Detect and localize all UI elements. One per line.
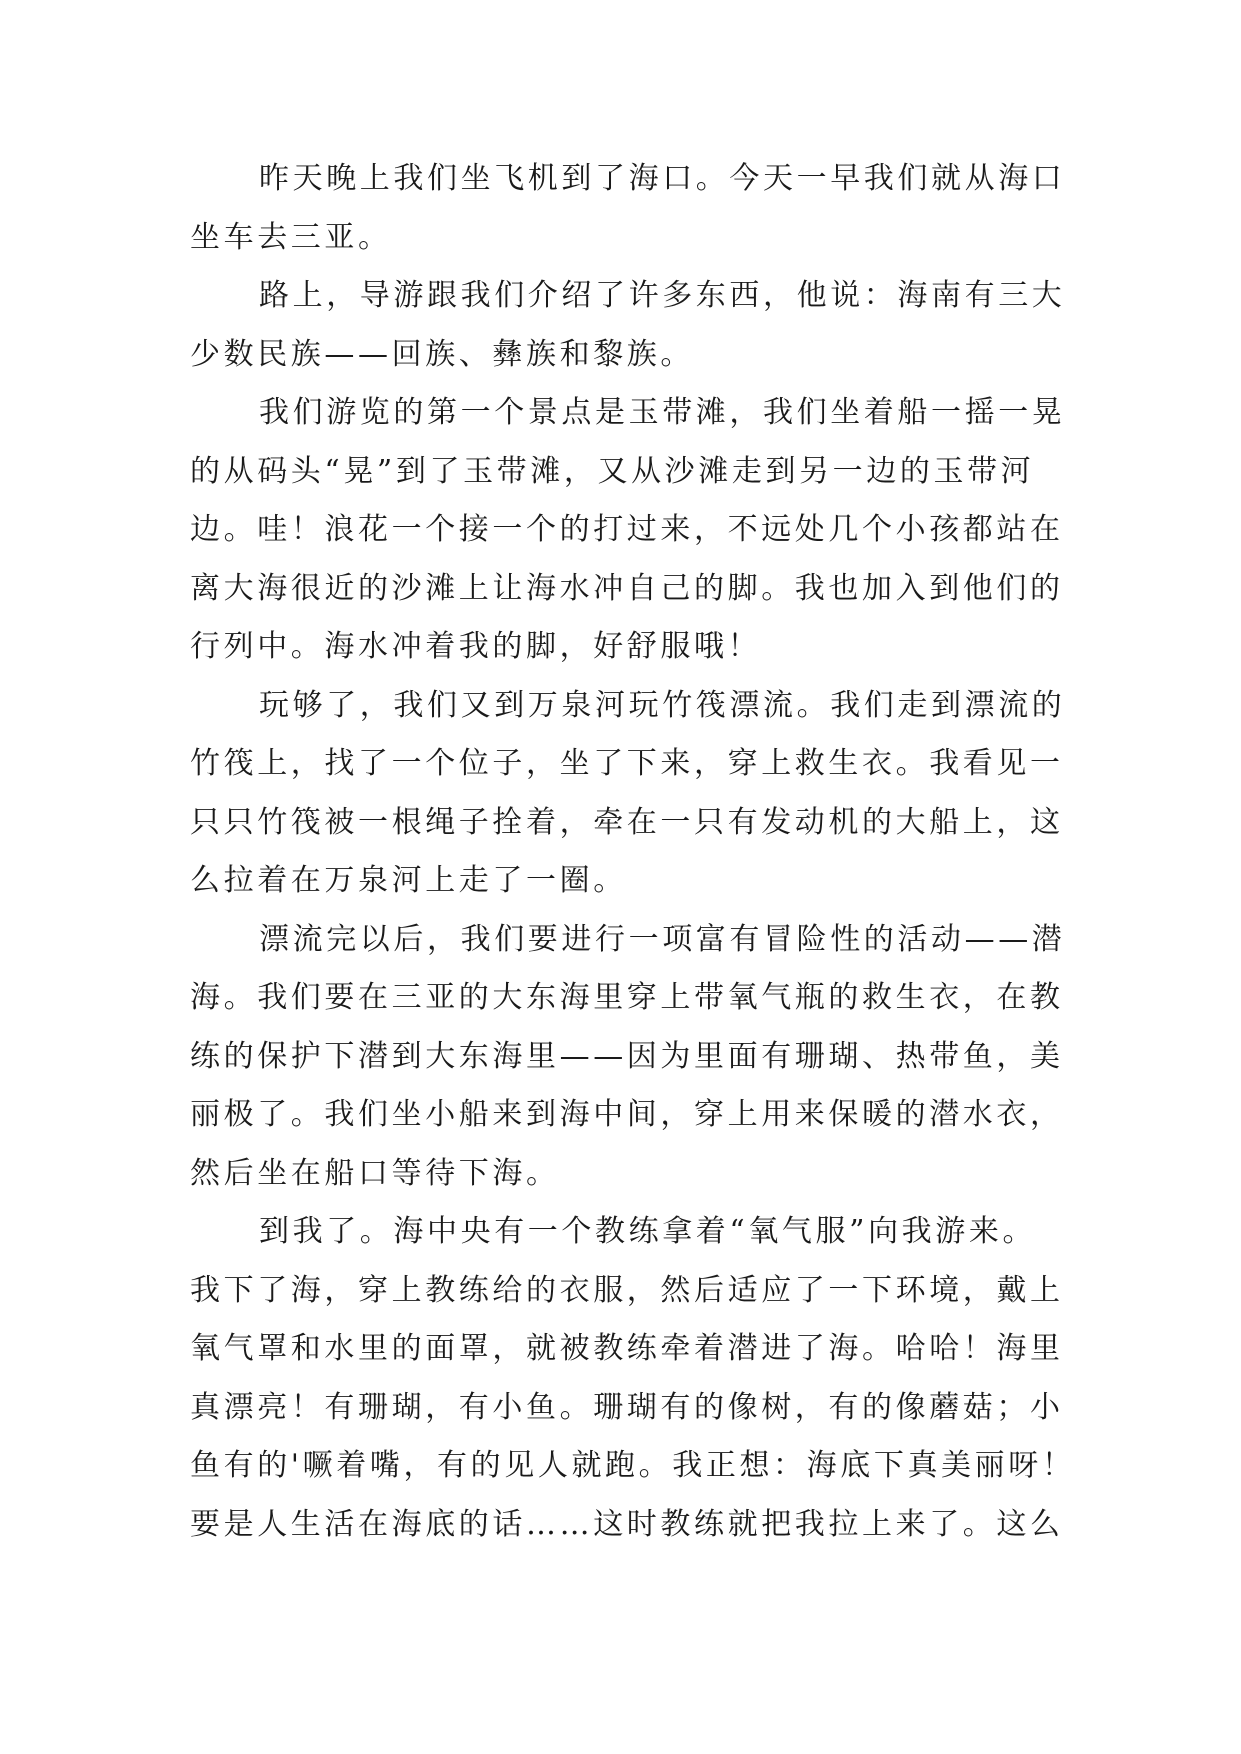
paragraph-line: 行列中。海水冲着我的脚，好舒服哦！ (190, 629, 762, 664)
paragraph-3 (190, 384, 1066, 677)
body-text (190, 150, 1076, 1554)
paragraph-line: 只只竹筏被一根绳子拴着，牵在一只有发动机的大船上，这 (190, 804, 1064, 840)
paragraph-line: 么拉着在万泉河上走了一圈。 (190, 863, 627, 898)
paragraph-line: 练的保护下潜到大东海里——因为里面有珊瑚、热带鱼，美 (190, 1038, 1064, 1074)
paragraph-line: 我下了海，穿上教练给的衣服，然后适应了一下环境，戴上 (190, 1272, 1064, 1308)
paragraph-line: 的从码头“晃”到了玉带滩，又从沙滩走到另一边的玉带河 (190, 453, 1035, 489)
paragraph-1 (190, 150, 1066, 267)
paragraph-line: 真漂亮！有珊瑚，有小鱼。珊瑚有的像树，有的像蘑菇；小 (190, 1389, 1064, 1425)
paragraph-line: 玩够了，我们又到万泉河玩竹筏漂流。我们走到漂流的 (259, 687, 1066, 723)
paragraph-line: 少数民族——回族、彝族和黎族。 (190, 336, 694, 372)
paragraph-line: 氧气罩和水里的面罩，就被教练牵着潜进了海。哈哈！海里 (190, 1331, 1064, 1366)
paragraph-line: 然后坐在船口等待下海。 (190, 1155, 560, 1191)
paragraph-2 (190, 267, 1066, 384)
paragraph-line: 到我了。海中央有一个教练拿着“氧气服”向我游来。 (259, 1214, 1037, 1249)
paragraph-line: 竹筏上，找了一个位子，坐了下来，穿上救生衣。我看见一 (190, 746, 1064, 781)
paragraph-5 (190, 911, 1066, 1204)
paragraph-line: 丽极了。我们坐小船来到海中间，穿上用来保暖的潜水衣， (190, 1097, 1064, 1132)
paragraph-line: 昨天晚上我们坐飞机到了海口。今天一早我们就从海口 (259, 161, 1066, 196)
paragraph-6 (190, 1203, 1076, 1554)
paragraph-4 (190, 677, 1066, 911)
paragraph-line: 漂流完以后，我们要进行一项富有冒险性的活动——潜 (259, 921, 1066, 957)
paragraph-line: 坐车去三亚。 (190, 219, 392, 255)
paragraph-line: 离大海很近的沙滩上让海水冲自己的脚。我也加入到他们的 (190, 570, 1064, 606)
paragraph-line: 要是人生活在海底的话……这时教练就把我拉上来了。这么 (190, 1506, 1064, 1542)
paragraph-line: 海。我们要在三亚的大东海里穿上带氧气瓶的救生衣，在教 (190, 980, 1064, 1015)
paragraph-line: 路上，导游跟我们介绍了许多东西，他说：海南有三大 (259, 278, 1066, 313)
paragraph-line: 边。哇！浪花一个接一个的打过来，不远处几个小孩都站在 (190, 512, 1064, 547)
paragraph-line: 鱼有的'噘着嘴，有的见人就跑。我正想：海底下真美丽呀！ (190, 1448, 1076, 1483)
paragraph-line: 我们游览的第一个景点是玉带滩，我们坐着船一摇一晃 (259, 395, 1066, 430)
